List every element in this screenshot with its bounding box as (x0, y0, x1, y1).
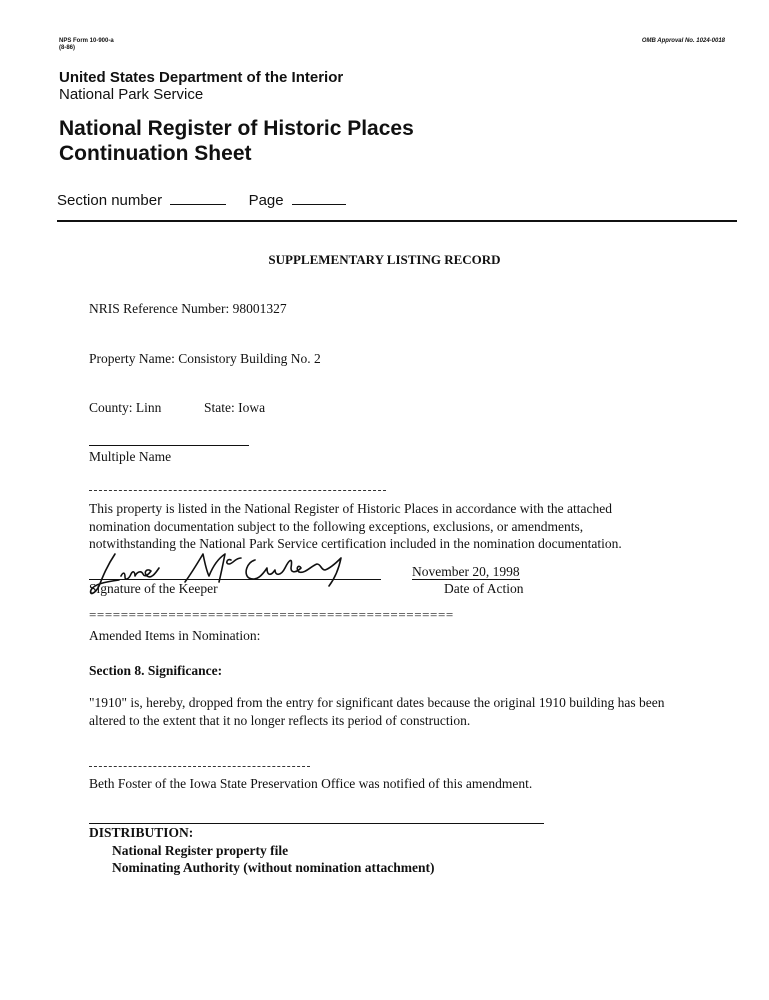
section-number-label: Section number (57, 192, 163, 209)
record-title: SUPPLEMENTARY LISTING RECORD (268, 252, 501, 267)
multiple-name-label: Multiple Name (89, 449, 172, 464)
section-number-blank (170, 204, 226, 205)
form-number (59, 38, 114, 52)
signature-line (89, 579, 381, 580)
state: State: Iowa (204, 400, 266, 415)
agency-name: National Park Service (59, 86, 204, 103)
amended-items-label: Amended Items in Nomination: (89, 628, 261, 643)
signature-label: Signature of the Keeper (89, 581, 218, 596)
department-name: United States Department of the Interior (59, 69, 344, 86)
property-name: Property Name: Consistory Building No. 2 (89, 351, 321, 366)
county: County: Linn (89, 400, 162, 415)
page-label: Page (248, 192, 284, 209)
distribution-rule (89, 823, 544, 824)
section-page-row (57, 192, 346, 209)
register-title (59, 116, 414, 166)
register-title-line-1: National Register of Historic Places (59, 117, 414, 140)
omb-approval: OMB Approval No. 1024-0018 (641, 38, 725, 44)
form-number-text: NPS Form 10-900-a (59, 38, 114, 44)
distribution-item: Nominating Authority (without nomination attachment) (112, 860, 435, 875)
header-divider (57, 220, 737, 222)
dashed-separator-1 (89, 490, 386, 491)
distribution-item: National Register property file (112, 843, 289, 858)
section-8-heading: Section 8. Significance: (89, 663, 223, 678)
listing-statement: This property is listed in the National Register of Historic Places in accordance with the attached nomination documentation subject to the following exceptions, exclusions, or amendments, notwithstanding the National Park Service certification included in the nomination documentation. (89, 501, 622, 551)
notification-text: Beth Foster of the Iowa State Preservation Office was notified of this amendment. (89, 776, 533, 791)
amendment-text: "1910" is, hereby, dropped from the entry for significant dates because the original 1910 building has been altered to the extent that it no longer reflects its period of construction. (89, 695, 665, 728)
equals-separator: ============================================== (89, 607, 454, 622)
dashed-separator-2 (89, 766, 310, 767)
register-title-line-2: Continuation Sheet (59, 142, 252, 165)
action-date: November 20, 1998 (412, 564, 520, 579)
page-blank (292, 204, 346, 205)
form-date-text: (8-86) (59, 45, 76, 51)
nris-reference: NRIS Reference Number: 98001327 (89, 301, 287, 316)
multiple-name-line (89, 445, 249, 446)
date-of-action-label: Date of Action (444, 581, 524, 596)
distribution-heading: DISTRIBUTION: (89, 825, 194, 840)
